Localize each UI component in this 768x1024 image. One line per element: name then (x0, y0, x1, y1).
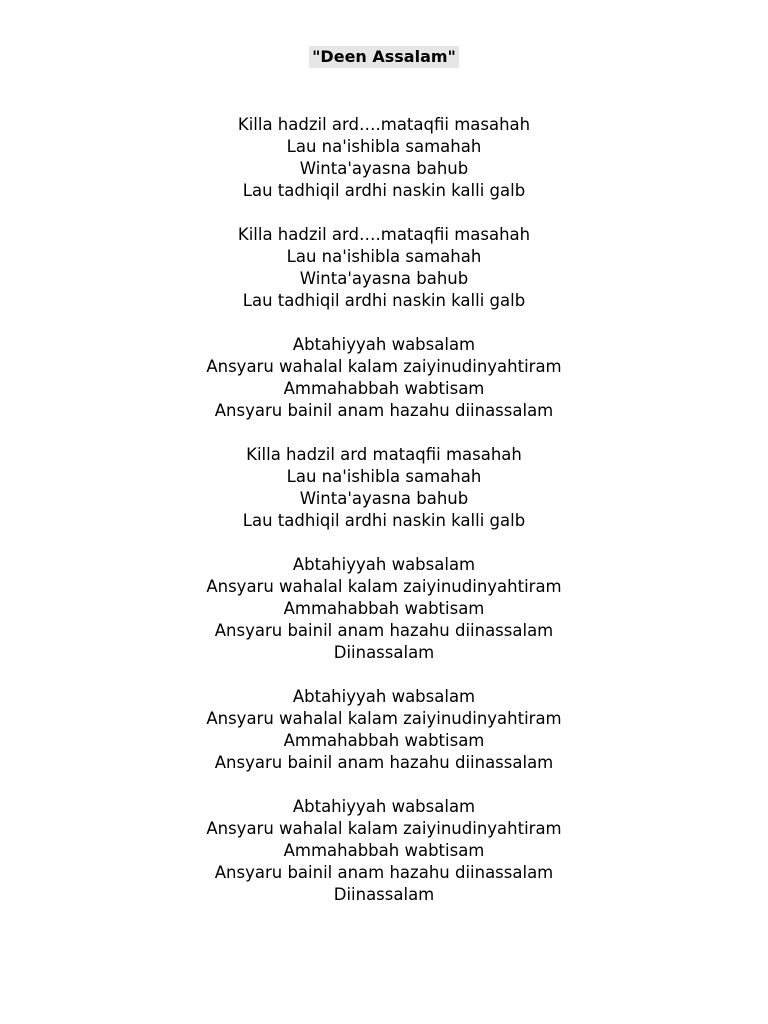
lyric-line: Abtahiyyah wabsalam (292, 797, 476, 816)
lyric-line: Lau na'ishibla samahah (286, 137, 482, 156)
lyric-line: Ammahabbah wabtisam (283, 599, 485, 618)
lyric-line: Ansyaru wahalal kalam zaiyinudinyahtiram (206, 709, 562, 728)
lyric-line: Ansyaru bainil anam hazahu diinassalam (214, 863, 554, 882)
lyric-stanza (0, 554, 768, 664)
lyrics-body (0, 114, 768, 928)
lyric-line: Abtahiyyah wabsalam (292, 555, 476, 574)
lyric-line: Ansyaru wahalal kalam zaiyinudinyahtiram (206, 357, 562, 376)
lyric-line: Diinassalam (333, 885, 435, 904)
lyric-line: Abtahiyyah wabsalam (292, 335, 476, 354)
lyric-stanza (0, 114, 768, 202)
lyric-stanza (0, 444, 768, 532)
lyric-stanza (0, 796, 768, 906)
lyric-line: Ammahabbah wabtisam (283, 379, 485, 398)
lyric-line: Lau tadhiqil ardhi naskin kalli galb (242, 181, 526, 200)
lyric-line: Diinassalam (333, 643, 435, 662)
lyric-line: Lau tadhiqil ardhi naskin kalli galb (242, 511, 526, 530)
lyric-stanza (0, 334, 768, 422)
lyric-line: Abtahiyyah wabsalam (292, 687, 476, 706)
song-title: "Deen Assalam" (309, 46, 459, 68)
lyric-line: Ammahabbah wabtisam (283, 731, 485, 750)
lyric-line: Winta'ayasna bahub (299, 489, 469, 508)
lyric-line: Killa hadzil ard….mataqfii masahah (237, 115, 531, 134)
lyric-stanza (0, 686, 768, 774)
lyric-line: Lau na'ishibla samahah (286, 247, 482, 266)
lyric-line: Ansyaru bainil anam hazahu diinassalam (214, 753, 554, 772)
lyric-line: Lau na'ishibla samahah (286, 467, 482, 486)
lyric-line: Ansyaru wahalal kalam zaiyinudinyahtiram (206, 819, 562, 838)
lyric-line: Killa hadzil ard….mataqfii masahah (237, 225, 531, 244)
title-container (0, 46, 768, 68)
lyric-line: Winta'ayasna bahub (299, 159, 469, 178)
lyric-line: Ammahabbah wabtisam (283, 841, 485, 860)
lyric-line: Ansyaru wahalal kalam zaiyinudinyahtiram (206, 577, 562, 596)
lyric-stanza (0, 224, 768, 312)
lyric-line: Ansyaru bainil anam hazahu diinassalam (214, 621, 554, 640)
lyric-line: Winta'ayasna bahub (299, 269, 469, 288)
lyric-line: Killa hadzil ard mataqfii masahah (246, 445, 522, 464)
lyric-line: Ansyaru bainil anam hazahu diinassalam (214, 401, 554, 420)
lyric-line: Lau tadhiqil ardhi naskin kalli galb (242, 291, 526, 310)
